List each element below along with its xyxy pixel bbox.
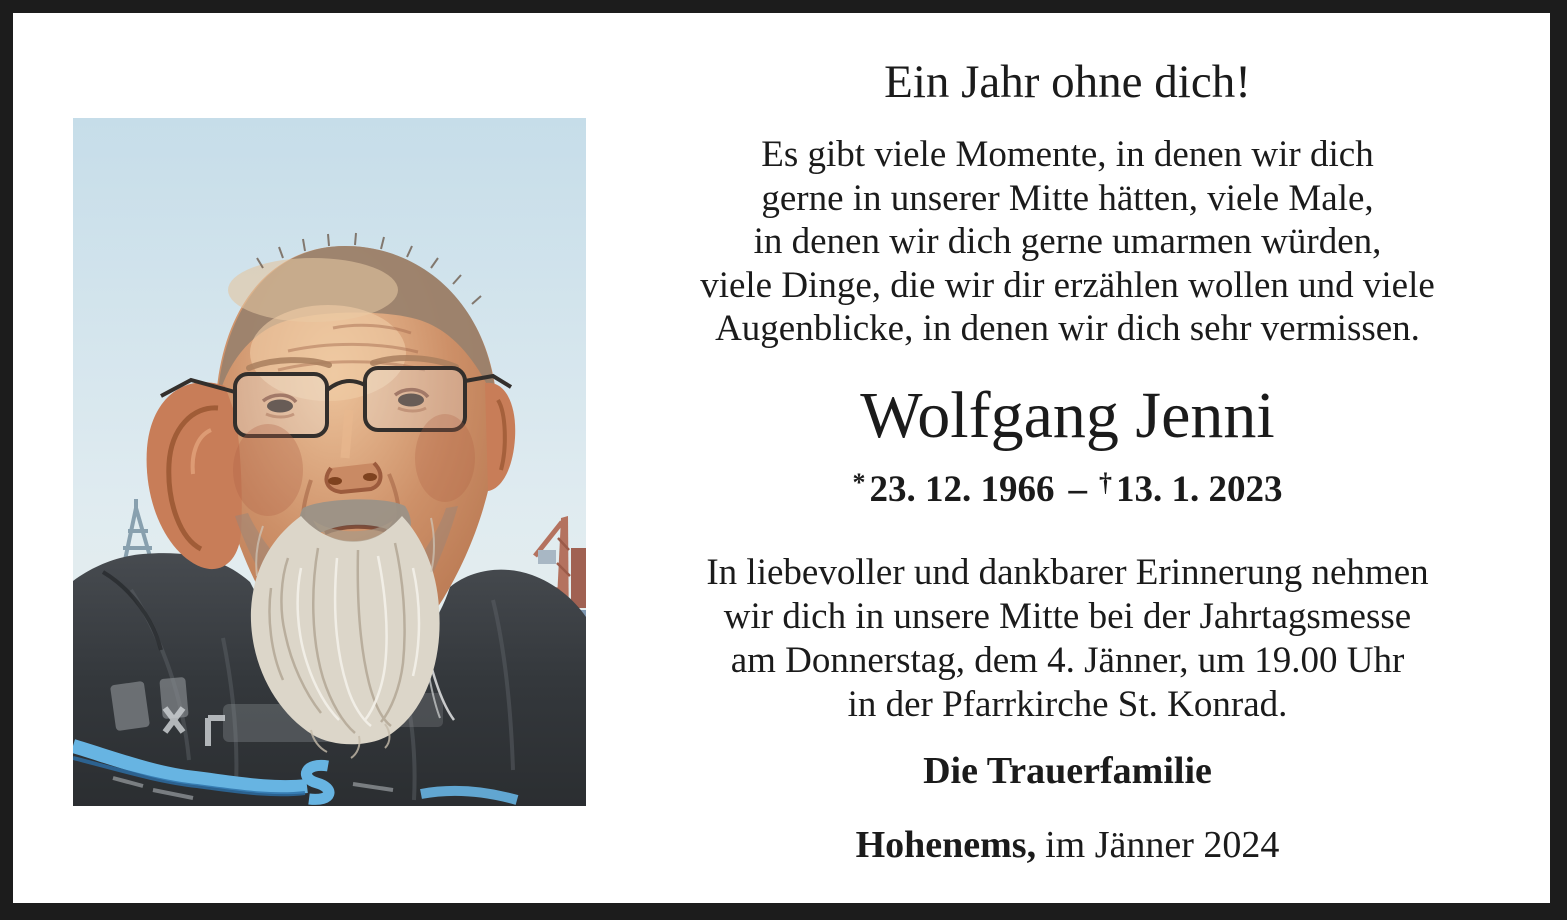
death-date: 13. 1. 2023 [1115,469,1283,510]
intro-line: Es gibt viele Momente, in denen wir dich [761,134,1374,175]
announcement-text [595,0,1540,920]
invitation-line: am Donnerstag, dem 4. Jänner, um 19.00 Uhr [730,640,1405,681]
dates-separator: – [1068,469,1087,510]
signature: Die Trauerfamilie [923,750,1212,792]
invitation-line: wir dich in unsere Mitte bei der Jahrtagsmesse [723,596,1412,637]
intro-line: gerne in unserer Mitte hätten, viele Male, [761,177,1374,219]
life-dates [595,468,1540,511]
birth-date: 23. 12. 1966 [869,469,1055,510]
intro-line: Augenblicke, in denen wir dich sehr vermissen. [715,308,1420,349]
intro-paragraph [595,133,1540,351]
deceased-name: Wolfgang Jenni [860,379,1275,452]
invitation-paragraph [595,551,1540,727]
invitation-line: in der Pfarrkirche St. Konrad. [847,684,1288,725]
birth-symbol: * [852,468,866,498]
intro-line: in denen wir dich gerne umarmen würden, [753,221,1382,262]
portrait-photo [73,118,586,806]
intro-line: viele Dinge, die wir dir erzählen wollen und viele [700,264,1435,306]
death-symbol: † [1099,468,1112,498]
invitation-line: In liebevoller und dankbarer Erinnerung nehmen [706,552,1429,593]
place: Hohenems, [855,824,1037,866]
headline: Ein Jahr ohne dich! [884,56,1251,108]
date-note: im Jänner 2024 [1045,824,1280,866]
portrait-photo-graphic [73,118,586,806]
place-date-line [595,823,1540,867]
